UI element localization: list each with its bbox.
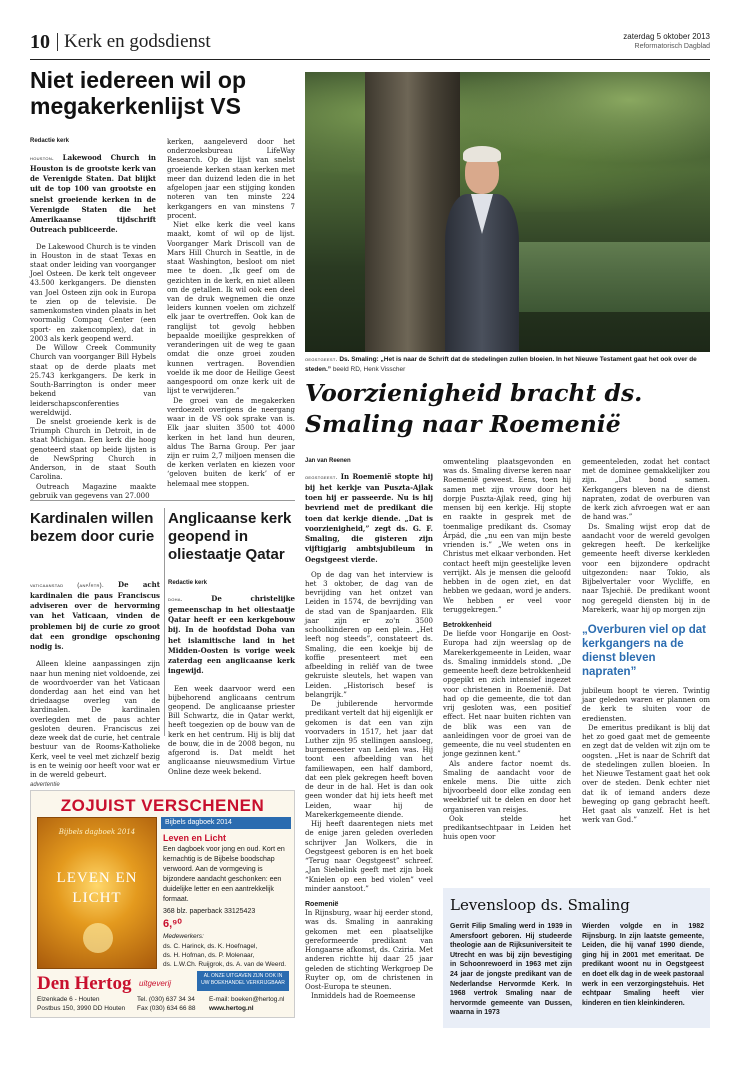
- art4-col2b-p2: Als andere factor noemt ds. Smaling de aandacht voor de enkele mens. Die uitte zich bijvoorbeeld door elke zondag een weekbrief uit te delen en door het organiseren van reisjes.: [443, 759, 571, 814]
- ad-store-note: AL ONZE UITGAVEN ZIJN OOK IN UW BOEKHANDEL VERKRIJGBAAR: [197, 971, 289, 991]
- header-date: zaterdag 5 oktober 2013: [623, 32, 710, 41]
- art1-dateline: houston.: [30, 156, 54, 162]
- rule-art1-bottom: [30, 500, 295, 501]
- art4-lead: In Roemenië stopte hij bij het kerkje van Puszta-Ajlak toen hij er passeerde. Nu is hij bevriend met de predikant die toen dat kerkje diende. „Dat is voorzienigheid,” zegt ds. G. F. Smaling, die gisteren zijn vijftigjarig ambtsjubileum in Oegstgeest vierde.: [305, 472, 433, 564]
- page-header: [30, 30, 710, 56]
- bio-col1: Gerrit Filip Smaling werd in 1939 in Amersfoort geboren. Hij studeerde theologie aan de Rijksuniversiteit te Utrecht en was bij zijn bevestiging in Schoonrewoerd in 1963 met zijn 24 jaar de jongste predikant van de Nederlandse Hervormde Kerk. In 1968 vertrok Smaling naar de hervormde gemeente van Dussen, waarna in 1973: [450, 923, 572, 1017]
- bio-col2: Wierden volgde en in 1982 Rijnsburg. In zijn laatste gemeente, Leiden, die hij vanaf 1990 diende, ging hij in 2001 met emeritaat. De predikant woont nu in Oegstgeest en doet elk dag in de week pastoraal werk in een verzorgingstehuis. Het echtpaar Smaling heeft vier kinderen en tien kleinkinderen.: [582, 923, 704, 1007]
- ad-contributor: ds. L.W.Ch. Ruijgrok, ds. A. van de Weerd.: [163, 961, 287, 968]
- art4-col1b-p2: Inmiddels had de Roemeense: [311, 992, 416, 1001]
- ad-contributors: [163, 942, 286, 969]
- art4-col3b-p2: De emeritus predikant is blij dat het zo goed gaat met de gemeente en zegt dat de velden wit zijn om te oogsten. „Het is naar de Schrift dat de stedelingen zullen bloeien. In het Nieuwe Testament gaat het ook over de steden. Denk echter niet dat ik of iemand anders deze beweging op gang gebracht heeft. Het gaat als vanzelf. Het is het werk van God.”: [582, 723, 710, 825]
- ad-label: advertentie: [30, 782, 60, 788]
- art1-headline: Niet iedereen wil op megakerkenlijst VS: [30, 67, 246, 119]
- ad-price: 6,⁹⁰: [163, 918, 182, 930]
- ad-publisher: Den Hertog: [37, 973, 132, 994]
- ad-title: Leven en Licht: [163, 833, 227, 843]
- bio-box: [443, 888, 710, 1028]
- art4-subhead-betrokkenheid: Betrokkenheid: [443, 621, 492, 629]
- art4-subhead-roemenie: Roemenië: [305, 900, 339, 908]
- ad-web[interactable]: www.hertog.nl: [209, 1005, 254, 1012]
- art1-col2: [167, 138, 295, 489]
- book-cover-top: Bijbels dagboek 2014: [58, 828, 136, 836]
- ad-email[interactable]: E-mail: boeken@hertog.nl: [209, 996, 285, 1003]
- art3-headline: Anglicaanse kerk geopend in oliestaatje Qatar: [168, 510, 292, 563]
- ad-specs: 368 blz. paperback 33125423: [163, 908, 256, 915]
- art4-col1-p2: De jubilerende hervormde predikant vertelt dat hij eigenlijk er gekomen is dat een van zijn voorvaders in 1517, het jaar dat Luther zijn 95 stellingen aansloeg, burgemeester van Leiden was. Hij toont een afbeelding van het familiewapen, een half dambord, dat een plek gekregen heeft boven de deur in de hal. Het is dan ook geen wonder dat hij iets heeft met Leiden, waar hij de Marekerkgemeente diende.: [305, 700, 433, 819]
- ad-contributor: ds. H. Hofman, ds. P. Molenaar,: [163, 952, 255, 959]
- ad-address1: Elzenkade 6 - Houten: [37, 996, 100, 1003]
- ad-series: Bijbels dagboek 2014: [161, 817, 291, 829]
- art3-byline: Redactie kerk: [168, 580, 208, 586]
- art4-col2: [443, 458, 571, 843]
- caption-credit: beeld RD, Henk Visscher: [332, 366, 406, 373]
- ad-publisher-suffix: uitgeverij: [139, 979, 172, 988]
- art2-headline: Kardinalen willen bezem door curie: [30, 510, 155, 545]
- caption-place: oegstgeest.: [305, 357, 338, 363]
- art2-p1: Alleen kleine aanpassingen zijn naar hun mening niet voldoende, zei de woordvoerder van het Vaticaan donderdag aan het eind van het driedaagse overleg van de kardinalen. De kardinalen overlegden met de paus achter gesloten deuren. Franciscus zei deze week dat de curie, het centrale bestuur van de Rooms-Katholieke Kerk, veel te veel met zichzelf bezig is en te weinig oor heeft voor wat er in de wereld gebeurt.: [30, 660, 160, 780]
- art4-col3-p2: Ds. Smaling wijst erop dat de aandacht voor de wereld gevolgen gekregen heeft. De kerkelijke gemeente heeft diverse kerkleden voor een bijzondere opdracht uitgezonden: naar Tokio, als Bijbelvertaler voor Wycliffe, en naar Tsjechië. De predikant woont nog geregeld diensten bij in de Marekerk, waar hij op morgen zijn: [582, 522, 710, 614]
- book-sunburst: [83, 923, 113, 953]
- art4-byline: Jan van Reenen: [305, 458, 351, 464]
- photo-caption: [305, 355, 710, 374]
- ad-contributor: ds. C. Harinck, ds. K. Hoefnagel,: [163, 943, 258, 950]
- header-divider: [57, 33, 58, 51]
- art2-body: [30, 580, 160, 780]
- header-paper: Reformatorisch Dagblad: [634, 43, 710, 50]
- ad-fax: Fax (030) 634 66 88: [137, 1005, 196, 1012]
- ad-address2: Postbus 150, 3990 DD Houten: [37, 1005, 126, 1012]
- art4-col1b-p1: In Rijnsburg, waar hij eerder stond, was ds. Smaling in aanraking gekomen met een plaatselijke gereformeerde predikant van Hongaarse afkomst, ds. Cziria. Met anderen richtte hij daar 25 jaar geleden de stichting Werkgroep De Ruyter op, om de christenen in Oost-Europa te steunen.: [305, 909, 433, 992]
- header-rule: [30, 59, 710, 60]
- caption-text: Ds. Smaling: „Het is naar de Schrift dat de stedelingen zullen bloeien. In het Nieuwe Testament gaat het ook over de steden.”: [305, 356, 697, 373]
- art4-col1-p3: Hij heeft daarentegen niets met de enige jaren geleden overleden schrijver Jan Wolkers, die in Oegstgeest geboren is en het boek “Terug naar Oegstgeest” schreef. „Jan Siebelink geeft met zijn boek “Knielen op een bed violen” veel minder aanstoot.”: [305, 820, 433, 893]
- art1-lead: Lakewood Church in Houston is de grootste kerk van de Verenigde Staten. Dat blijkt uit de top 100 van grootste en snelst groeiende kerken in de Verenigde Staten die het Amerikaanse tijdschrift Outreach publiceerde.: [30, 153, 156, 235]
- art3-p1: Een week daarvoor werd een bijbehorend anglicaans centrum geopend. De anglicaanse priester Bill Schwartz, die in Qatar werkt, heeft toegezien op de bouw van de kerk en het centrum. Hij is blij dat de bouw, die in de 2008 begon, nu afgerond is. Dat meldt het anglicaanse nieuwsmedium Virtue Online deze week bekend.: [168, 684, 295, 776]
- art4-col1-p1: Op de dag van het interview is het 3 oktober, de dag van de bevrijding van het ontzet van Leiden in 1574, de bevrijding van de stad van de Spanjaarden. Elk jaar zijn er zo'n 3500 schoolkinderen op een plein. „Het leeft nog steeds”, constateert ds. Smaling, die een koekje bij de koffie presenteert met een afbeelding in reliëf van de twee gekruiste sleutels, het wapen van Leiden. „Historisch besef is belangrijk.”: [305, 570, 433, 699]
- ad-tel: Tel. (030) 637 34 34: [137, 996, 195, 1003]
- art1-col2-p2: Niet elke kerk die veel kans maakt, komt of wil op de lijst. Voorganger Mark Driscoll van de Mars Hill Church in Seattle, in de staat Washington, besloot om niet mee te doen. „Ik geef om de gezichten in de kerk, en niet alleen om de getallen. Ik wil ook een deel van de druk wegnemen die onze leiders kunnen voelen om zichzelf elk jaar te overtreffen. Ook kan de ranglijst tot gevolg hebben bepaalde moeilijke gesprekken of veranderingen uit de weg te gaan omdat die onze groei zouden kunnen vertragen. Bovendien voelde ik me door de Heilige Geest aangespoord om onze kerk uit de lijst te verwijderen.”: [167, 221, 295, 396]
- ad-contrib-label: Medewerkers:: [163, 933, 204, 940]
- art3-body: [168, 594, 295, 777]
- ad-text: Een dagboek voor jong en oud. Kort en kernachtig is de Bijbelse boodschap verwoord. Aan de vormgeving is bijzondere aandacht geschonken: een duidelijke letter en een aantrekkelijk formaat.: [163, 846, 285, 903]
- art1-col2-p3: De groei van de megakerken verdoezelt overigens de neergang waar in de VS ook sprake van is. Elk jaar sluiten 3500 tot 4000 kerken in het land hun deuren, aldus The Barna Group. Per jaar zijn er ruim 2,7 miljoen mensen die de kerken verlaten en kiezen voor ‘geloven buiten de kerk’ of er helemaal mee stoppen.: [167, 396, 295, 488]
- book-cover-title: LEVEN EN LICHT: [56, 870, 138, 906]
- art2-dateline: vaticaanstad (anp/rtr).: [30, 583, 104, 589]
- art4-col3-p1: gemeenteleden, zodat het contact met de dominee gemakkelijker zou zijn. „Dat bond samen. Kerkgangers bleven na de dienst napraten, zodat de overburen van de kerk zich afvroegen wat er aan de hand was.”: [582, 458, 710, 522]
- bio-title: Levensloop ds. Smaling: [450, 896, 630, 914]
- art2-lead: De acht kardinalen die paus Franciscus adviseren over de hervorming van het Vaticaan, vinden de problemen bij de curie zo groot dat een grondige opschoning nodig is.: [30, 580, 160, 652]
- advertisement: [30, 790, 295, 1018]
- photo-person-hair: [463, 146, 501, 162]
- art4-headline: Voorzienigheid bracht ds. Smaling naar Roemenië: [305, 379, 643, 438]
- article-photo: [305, 72, 710, 352]
- art3-lead: De christelijke gemeenschap in het oliestaatje Qatar heeft er een kerkgebouw bij. In de hoofdstad Doha van het islamitische land in het Midden-Oosten is vorige week zaterdag een anglicaanse kerk ingewijd.: [168, 594, 295, 676]
- pullquote: „Overburen viel op dat kerkgangers na de dienst bleven napraten”: [582, 623, 706, 678]
- ad-contact: [37, 995, 293, 1015]
- art4-col2b-p3: Ook stelde het predikantsechtpaar in Leiden het huis open voor: [443, 814, 571, 842]
- art4-col1: [305, 472, 433, 1002]
- art4-col2b-p1: De liefde voor Hongarije en Oost-Europa had zijn weerslag op de Marekerkgemeente in Leiden, waar ds. Smaling inmiddels stond. „De gemeente heeft deze betrokkenheid opgepikt en zich intensief ingezet voor christenen in Roemenië. Dat had op die gemeente, die tot dan vrij gesloten was, een positief effect. Het naar buiten richten van de blik was een van de aanleidingen voor de groei van de gemeente, die nu veel studenten en jonge gezinnen kent.”: [443, 630, 571, 759]
- rule-art2-art3: [164, 508, 165, 736]
- art1-byline: Redactie kerk: [30, 138, 70, 144]
- art4-dateline: oegstgeest.: [305, 475, 338, 481]
- art1-col1-p3: De snelst groeiende kerk is de Triumph Church in Detroit, in de staat Michigan. Een kerk die hoog genoteerd staat op beide lijsten is de NewSpring Church in Anderson, in de staat South Carolina.: [30, 418, 156, 482]
- art1-col1: [30, 153, 156, 501]
- art4-col3: [582, 458, 710, 826]
- art1-col2-p1: kerken, aangeleverd door het onderzoeksbureau LifeWay Research. Op de lijst van snelst groeiende kerken staan kerken met meer dan duizend leden die in het afgelopen jaar een stijging konden noteren van ten minste 224 kerkgangers en van minstens 7 procent.: [167, 138, 295, 220]
- ad-banner: ZOJUIST VERSCHENEN: [60, 796, 265, 815]
- section-title: Kerk en godsdienst: [64, 31, 211, 52]
- page-number: 10: [30, 31, 50, 53]
- book-cover: [37, 817, 157, 969]
- art4-col2-p1: omwenteling plaatsgevonden en was ds. Smaling diverse keren naar Roemenië geweest. Eens, toen hij samen met zijn vrouw door het dorpje Puszta-Ajlak reed, ging hij mensen bij een kerkje. Hij stopte en raakte in gesprek met de toenmalige predikant ds. Csomay Árpád, die „nu een van mijn beste vrienden is.” „We weten ons in Christus met elkaar verbonden. Het contact heeft mijn geestelijke leven verrijkt. Als je mensen die geloofd hebben in de ogen ziet, en dat hebben we gedaan, word je anders. We hebben er veel voor teruggekregen.”: [443, 458, 571, 614]
- art1-col1-p2: De Willow Creek Community Church van voorganger Bill Hybels staat op de derde plaats met 25.743 kerkgangers. De kerk in South-Barrington is onder meer bekend van leiderschapsconferenties wereldwijd.: [30, 344, 156, 417]
- art1-col1-p4: Outreach Magazine maakte gebruik van gegevens van 27.000: [30, 482, 156, 500]
- art4-col3b-p1: jubileum hoopt te vieren. Twintig jaar geleden waren er plannen om de kerk te sluiten voor de erediensten.: [582, 686, 710, 723]
- art3-dateline: doha.: [168, 597, 183, 603]
- art1-col1-p1: De Lakewood Church is te vinden in Houston in de staat Texas en staat onder leiding van voorganger Joel Osteen. De kerk telt ongeveer 43.500 kerkgangers. De diensten van Joel Osteen zijn ook in Europa te zien op de televisie. De samenkomsten vinden plaats in het voormalig Compaq Center (een sport- en zakencomplex), dat in 2003 als kerk geopend werd.: [30, 242, 156, 343]
